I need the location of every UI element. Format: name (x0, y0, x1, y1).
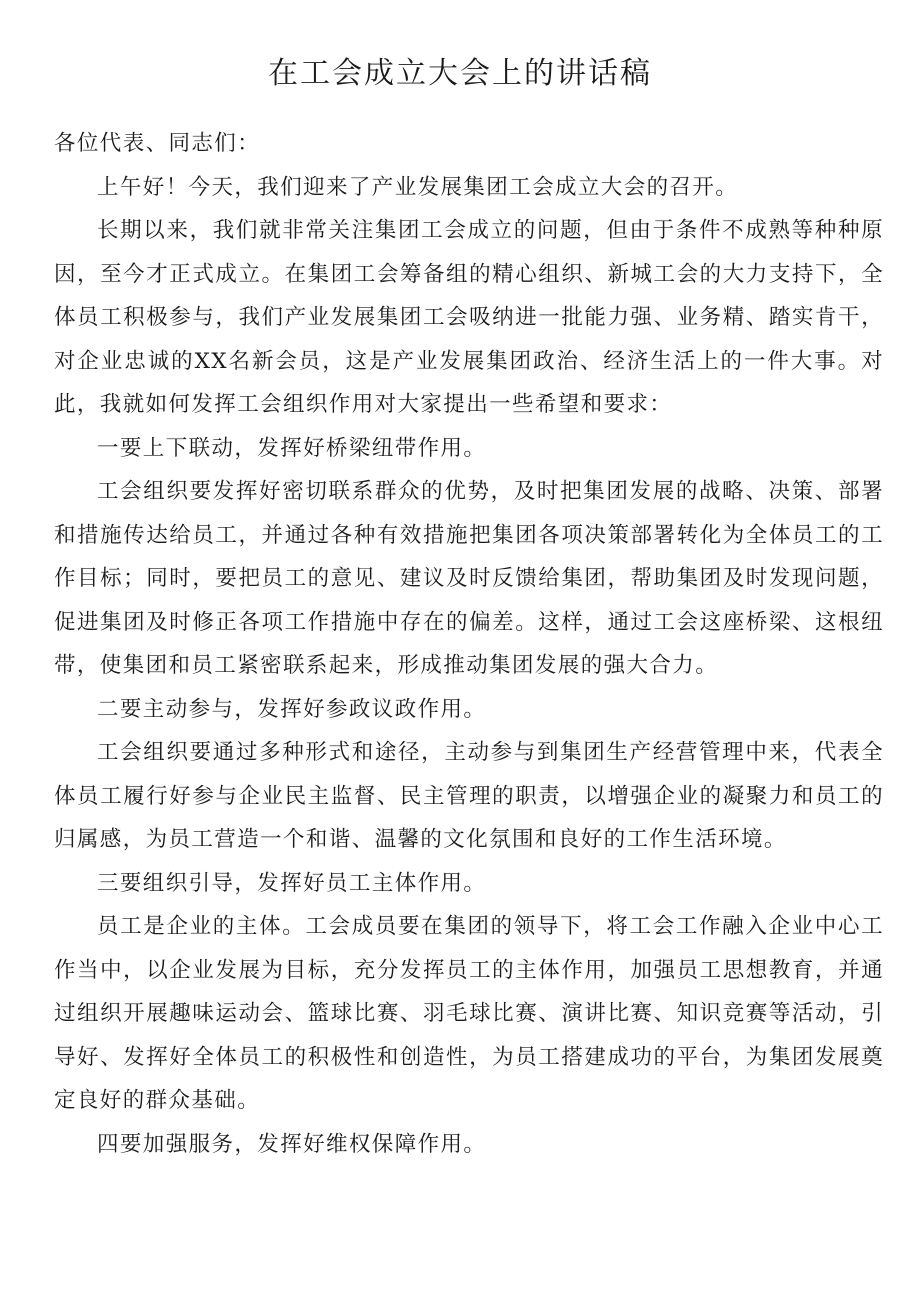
paragraph-point-three: 员工是企业的主体。工会成员要在集团的领导下，将工会工作融入企业中心工作当中，以企业发展为目标，充分发挥员工的主体作用，加强员工思想教育，并通过组织开展趣味运动会、篮球比赛、羽毛球比赛、演讲比赛、知识竞赛等活动，引导好、发挥好全体员工的积极性和创造性，为员工搭建成功的平台，为集团发展奠定良好的群众基础。 (54, 914, 884, 1113)
heading-point-two: 二要主动参与，发挥好参政议政作用。 (97, 696, 487, 722)
heading-point-four: 四要加强服务，发挥好维权保障作用。 (97, 1131, 487, 1157)
paragraph-point-two: 工会组织要通过多种形式和途径，主动参与到集团生产经营管理中来，代表全体员工履行好参与企业民主监督、民主管理的职责，以增强企业的凝聚力和员工的归属感，为员工营造一个和谐、温馨的文化氛围和良好的工作生活环境。 (54, 740, 884, 852)
heading-point-three: 三要组织引导，发挥好员工主体作用。 (97, 870, 487, 896)
heading-point-one: 一要上下联动，发挥好桥梁纽带作用。 (97, 435, 487, 461)
paragraph-intro: 长期以来，我们就非常关注集团工会成立的问题，但由于条件不成熟等种种原因，至今才正式成立。在集团工会筹备组的精心组织、新城工会的大力支持下，全体员工积极参与，我们产业发展集团工会吸纳进一批能力强、业务精、踏实肯干，对企业忠诚的XX名新会员，这是产业发展集团政治、经济生活上的一件大事。对此，我就如何发挥工会组织作用对大家提出一些希望和要求： (54, 218, 884, 417)
paragraph-point-one: 工会组织要发挥好密切联系群众的优势，及时把集团发展的战略、决策、部署和措施传达给员工，并通过各种有效措施把集团各项决策部署转化为全体员工的工作目标；同时，要把员工的意见、建议及时反馈给集团，帮助集团及时发现问题，促进集团及时修正各项工作措施中存在的偏差。这样，通过工会这座桥梁、这根纽带，使集团和员工紧密联系起来，形成推动集团发展的强大合力。 (54, 479, 884, 678)
document-body (54, 122, 884, 1166)
salutation: 各位代表、同志们： (54, 131, 261, 156)
document-title: 在工会成立大会上的讲话稿 (268, 56, 652, 91)
paragraph-greeting: 上午好！今天，我们迎来了产业发展集团工会成立大会的召开。 (97, 174, 739, 200)
